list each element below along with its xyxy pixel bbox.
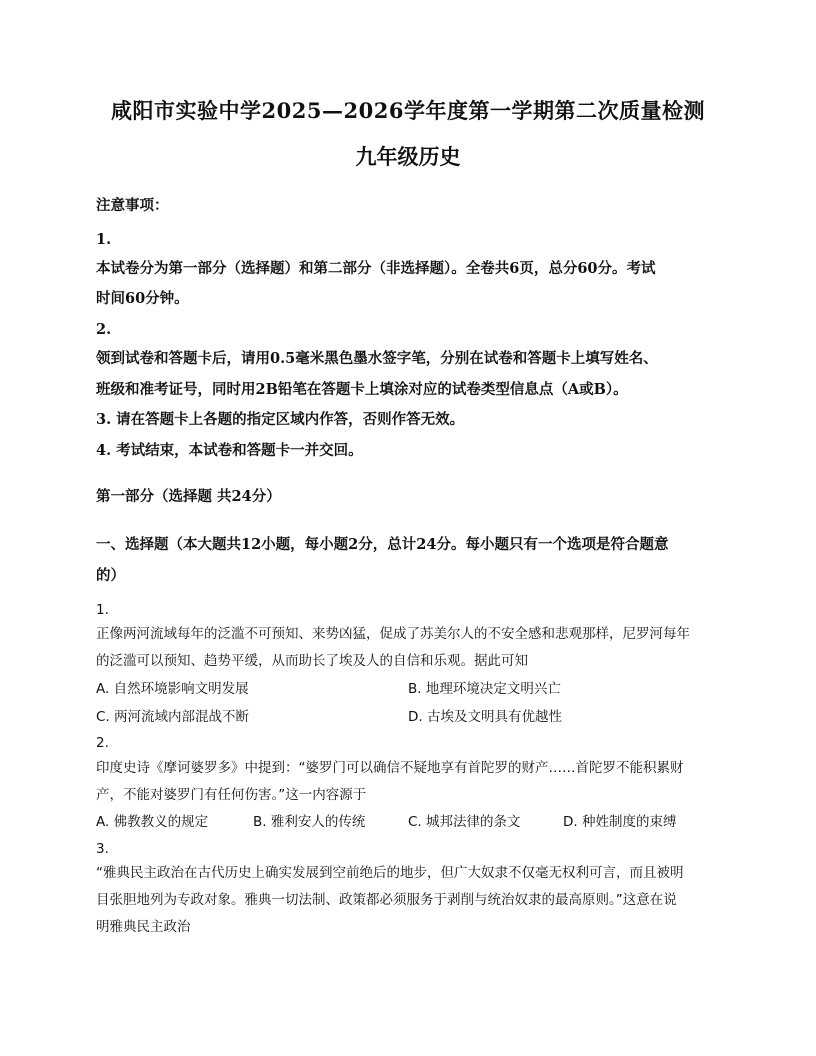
question-1-line-1: 正像两河流域每年的泛滥不可预知、来势凶猛，促成了苏美尔人的不安全感和悲观那样，尼罗河每年 [96, 626, 690, 642]
note-1-line-1: 本试卷分为第一部分（选择题）和第二部分（非选择题）。全卷共6页，总分60分。考试 [96, 260, 656, 277]
question-2-option-b: B. 雅利安人的传统 [253, 814, 366, 830]
section-heading-line-1: 一、选择题（本大题共12小题，每小题2分，总计24分。每小题只有一个选项是符合题意 [96, 536, 669, 553]
question-3-line-1: “雅典民主政治在古代历史上确实发展到空前绝后的地步，但广大奴隶不仅毫无权利可言，而且被明 [96, 865, 684, 881]
question-2-option-a: A. 佛教教义的规定 [96, 814, 209, 830]
question-2-number: 2. [96, 735, 109, 751]
question-3-line-2: 目张胆地列为专政对象。雅典一切法制、政策都必须服务于剥削与统治奴隶的最高原则。”这意在说 [96, 892, 677, 908]
question-1-option-a: A. 自然环境影响文明发展 [96, 681, 249, 697]
exam-title: 咸阳市实验中学2025—2026学年度第一学期第二次质量检测 [111, 98, 705, 123]
question-1-option-c: C. 两河流域内部混战不断 [96, 709, 250, 725]
question-1-number: 1. [96, 602, 109, 618]
question-3-line-3: 明雅典民主政治 [96, 919, 191, 935]
part-1-heading: 第一部分（选择题 共24分） [96, 488, 281, 505]
note-2-line-1: 领到试卷和答题卡后，请用0.5毫米黑色墨水签字笔，分别在试卷和答题卡上填写姓名、 [96, 350, 658, 367]
note-4: 4. 考试结束，本试卷和答题卡一并交回。 [96, 442, 363, 459]
question-2-option-d: D. 种姓制度的束缚 [563, 814, 677, 830]
note-2-line-2: 班级和准考证号，同时用2B铅笔在答题卡上填涂对应的试卷类型信息点（A或B）。 [96, 381, 628, 398]
question-3-number: 3. [96, 841, 109, 857]
question-2-line-1: 印度史诗《摩诃婆罗多》中提到：“婆罗门可以确信不疑地享有首陀罗的财产……首陀罗不能积累财 [96, 760, 684, 776]
question-2-line-2: 产，不能对婆罗门有任何伤害。”这一内容源于 [96, 787, 367, 803]
section-heading-line-2: 的） [96, 567, 125, 584]
note-3: 3. 请在答题卡上各题的指定区域内作答，否则作答无效。 [96, 411, 465, 428]
question-1-option-d: D. 古埃及文明具有优越性 [408, 709, 562, 725]
note-1-number: 1. [96, 231, 112, 248]
question-2-option-c: C. 城邦法律的条文 [408, 814, 521, 830]
note-2-number: 2. [96, 321, 112, 338]
exam-subtitle: 九年级历史 [355, 144, 461, 169]
notes-heading: 注意事项： [96, 197, 169, 214]
note-1-line-2: 时间60分钟。 [96, 290, 189, 307]
question-1-option-b: B. 地理环境决定文明兴亡 [408, 681, 561, 697]
question-1-line-2: 的泛滥可以预知、趋势平缓，从而助长了埃及人的自信和乐观。据此可知 [96, 653, 528, 669]
